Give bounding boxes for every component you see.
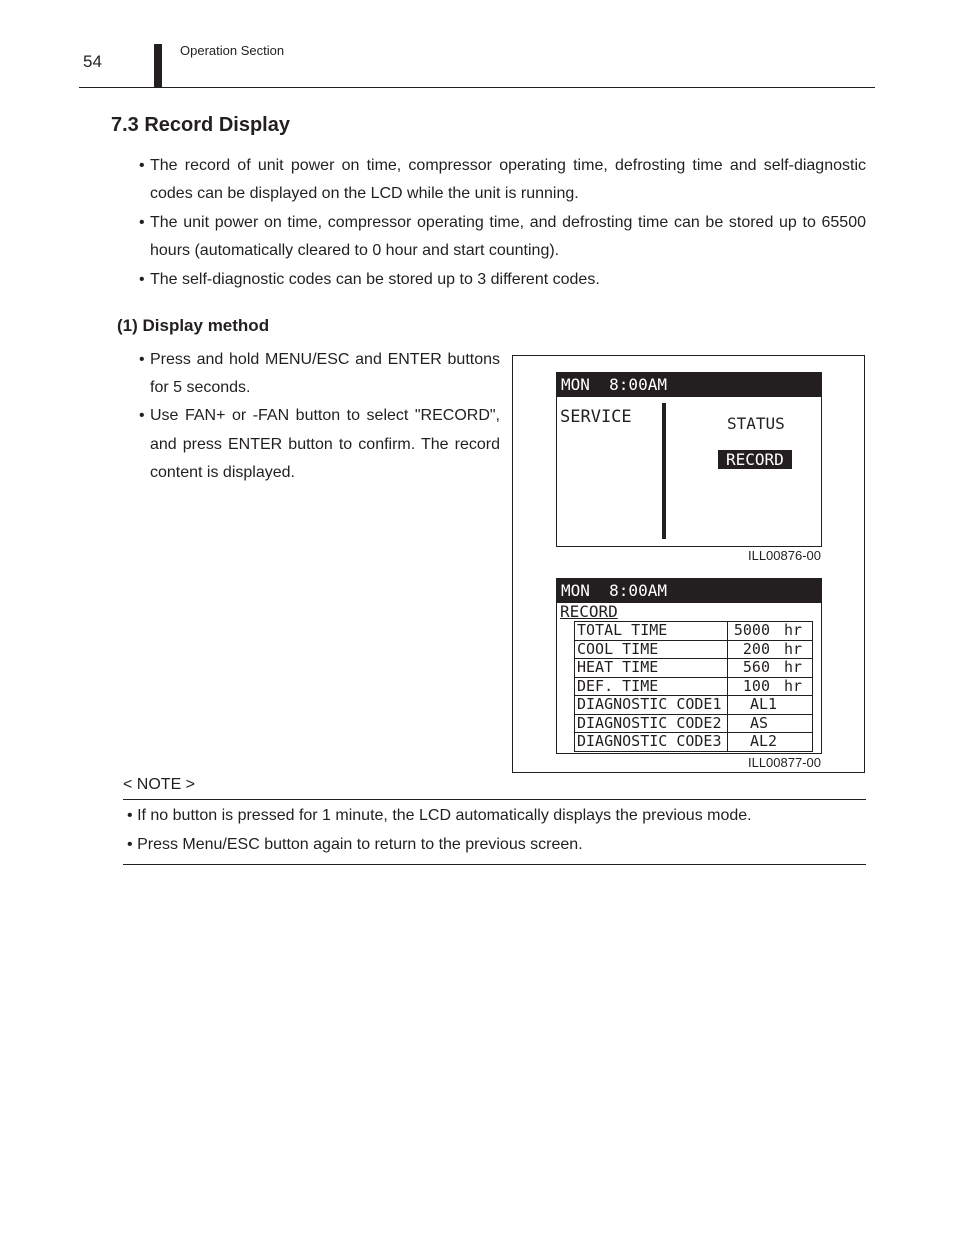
note-rule — [123, 799, 866, 800]
record-value: AL1 — [750, 695, 778, 714]
lcd-service-label: SERVICE — [560, 407, 632, 427]
record-label: DIAGNOSTIC CODE3 — [575, 733, 728, 752]
header-bar — [154, 44, 162, 88]
bullet-mark: • — [127, 807, 133, 824]
header-rule — [79, 87, 875, 88]
record-label: HEAT TIME — [575, 659, 728, 678]
record-unit: hr — [783, 621, 802, 640]
bullet-mark: • — [139, 407, 145, 425]
record-value: 5000 — [733, 621, 770, 640]
record-value-cell — [728, 640, 813, 659]
lcd-header: MON 8:00AM — [557, 579, 821, 603]
method-steps — [139, 346, 500, 487]
step-item — [139, 346, 500, 402]
record-value: 100 — [742, 676, 770, 695]
record-value-cell — [728, 677, 813, 696]
record-label: DEF. TIME — [575, 677, 728, 696]
record-value: 560 — [742, 658, 770, 677]
subsection-heading: (1) Display method — [117, 316, 270, 335]
intro-bullets — [139, 152, 866, 294]
bullet-mark: • — [139, 213, 145, 231]
bullet-item — [139, 152, 866, 209]
bullet-item — [139, 266, 866, 294]
table-row — [575, 659, 813, 678]
page-number: 54 — [83, 52, 102, 71]
lcd-record-title: RECORD — [560, 602, 618, 621]
record-unit: hr — [783, 658, 802, 677]
record-value-cell — [728, 714, 813, 733]
step-item — [139, 402, 500, 487]
table-row — [575, 733, 813, 752]
record-value-cell — [728, 659, 813, 678]
record-value: AS — [750, 713, 769, 732]
record-label: DIAGNOSTIC CODE2 — [575, 714, 728, 733]
note-item — [127, 801, 866, 830]
record-value-cell — [728, 733, 813, 752]
step-text: Use FAN+ or -FAN button to select "RECORD", and press ENTER button to confirm. The record content is displayed. — [150, 407, 500, 481]
figure-code: ILL00877-00 — [747, 755, 821, 770]
lcd-divider — [662, 403, 666, 539]
table-row — [575, 677, 813, 696]
note-item — [127, 830, 866, 859]
table-row — [575, 696, 813, 715]
step-text: Press and hold MENU/ESC and ENTER buttons for 5 seconds. — [150, 351, 500, 397]
record-value-cell — [728, 696, 813, 715]
bullet-item — [139, 209, 866, 266]
table-row — [575, 640, 813, 659]
record-label: TOTAL TIME — [575, 622, 728, 641]
table-row — [575, 714, 813, 733]
note-title: < NOTE > — [123, 776, 196, 793]
record-value: 200 — [742, 639, 770, 658]
bullet-mark: • — [139, 157, 145, 174]
bullet-mark: • — [139, 351, 145, 368]
bullet-text: The unit power on time, compressor operating time, and defrosting time can be stored up to 65500 hours (automatically cleared to 0 hour and start counting). — [150, 213, 866, 260]
note-text: Press Menu/ESC button again to return to the previous screen. — [137, 836, 583, 853]
note-text: If no button is pressed for 1 minute, the LCD automatically displays the previous mode. — [137, 807, 752, 824]
figure-code: ILL00876-00 — [747, 548, 821, 563]
bullet-mark: • — [139, 270, 145, 288]
record-label: COOL TIME — [575, 640, 728, 659]
record-value: AL2 — [750, 732, 778, 751]
record-label: DIAGNOSTIC CODE1 — [575, 696, 728, 715]
lcd-option-record-selected: RECORD — [718, 450, 792, 469]
table-row — [575, 622, 813, 641]
lcd-header: MON 8:00AM — [557, 373, 821, 397]
record-unit: hr — [783, 639, 802, 658]
note-list — [127, 801, 866, 859]
bullet-mark: • — [127, 836, 133, 853]
lcd-option-status: STATUS — [727, 414, 785, 433]
section-heading: 7.3 Record Display — [111, 114, 290, 136]
record-value-cell — [728, 622, 813, 641]
record-unit: hr — [783, 676, 802, 695]
note-rule — [123, 864, 866, 865]
record-table — [574, 621, 813, 752]
bullet-text: The record of unit power on time, compressor operating time, defrosting time and self-diagnostic codes can be displayed on the LCD while the unit is running. — [150, 157, 866, 203]
bullet-text: The self-diagnostic codes can be stored up to 3 different codes. — [150, 270, 600, 288]
section-label: Operation Section — [180, 43, 285, 58]
